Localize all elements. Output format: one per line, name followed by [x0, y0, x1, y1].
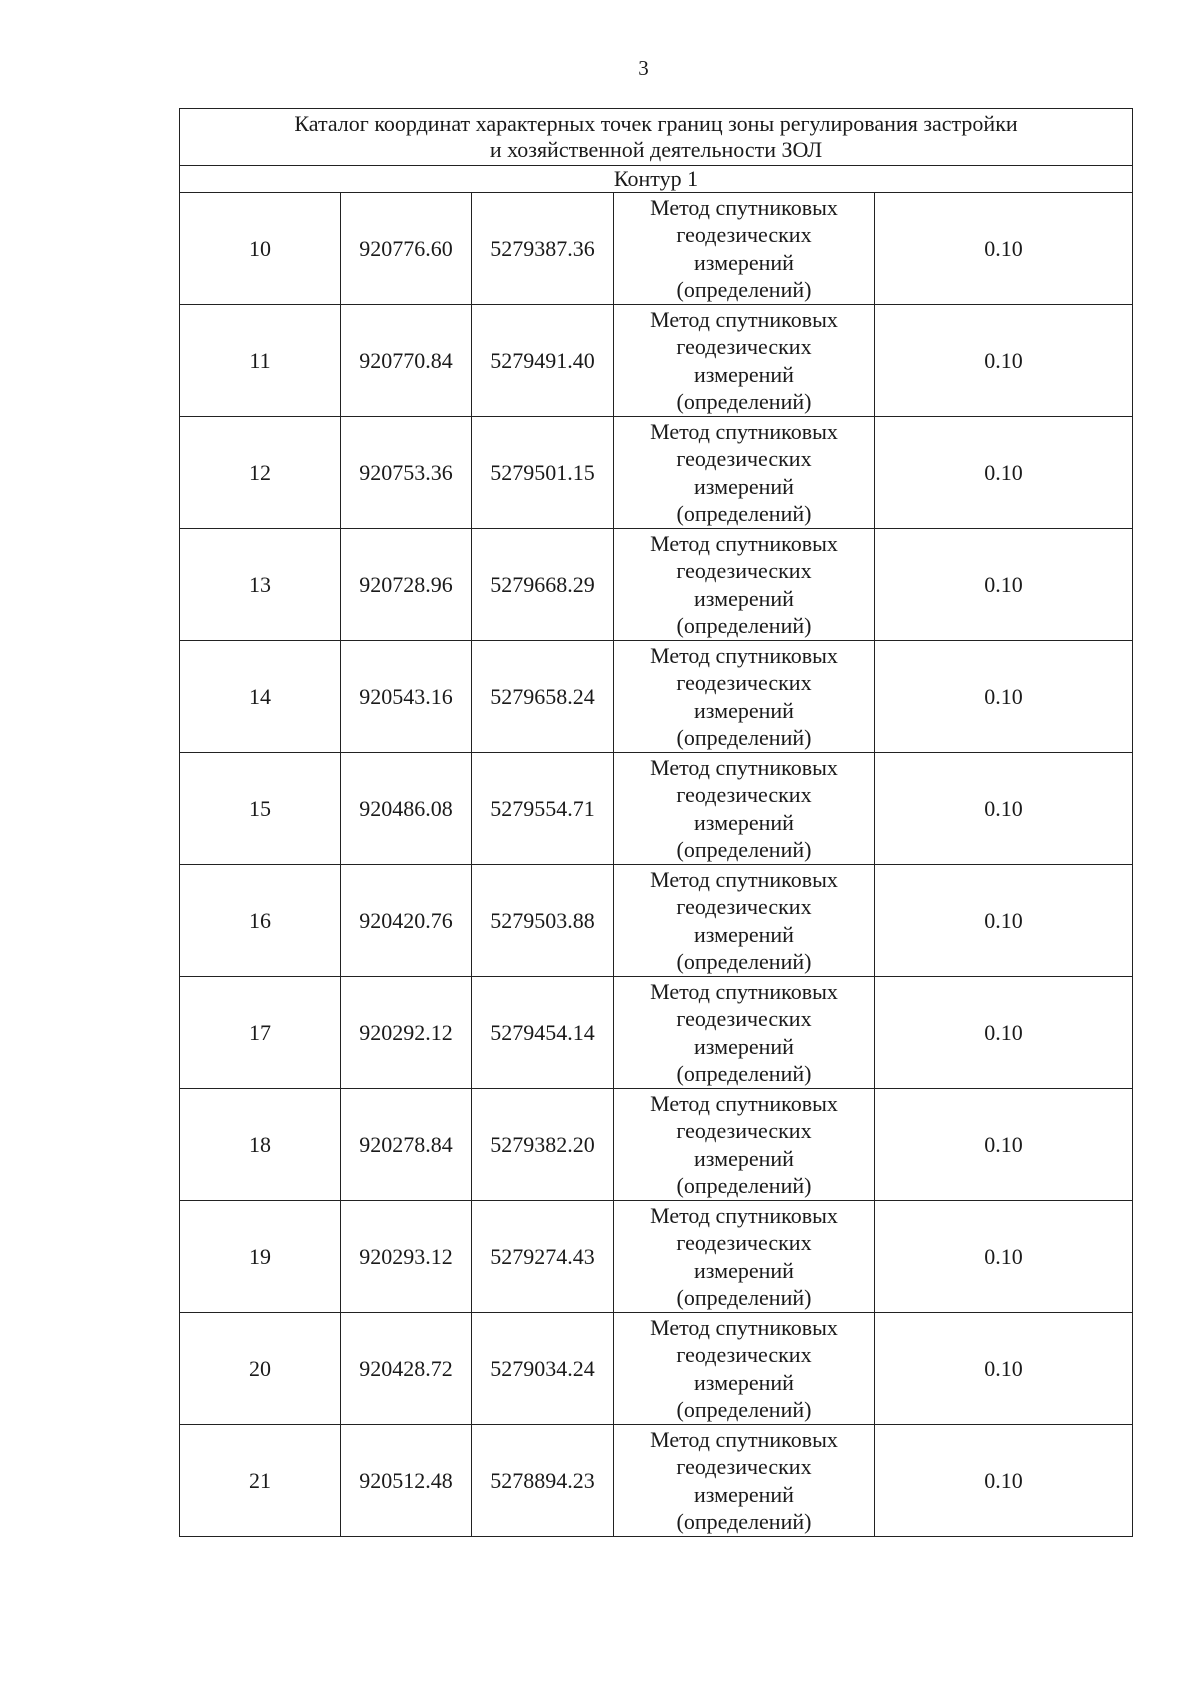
accuracy-value: 0.10 [875, 865, 1133, 977]
table-row [180, 1425, 1133, 1537]
table-row [180, 977, 1133, 1089]
method-line: измерений [694, 1145, 794, 1171]
method-line: Метод спутниковых [650, 1202, 838, 1228]
point-number: 21 [180, 1425, 341, 1537]
coordinate-y: 5279658.24 [472, 641, 614, 753]
point-number: 13 [180, 529, 341, 641]
method-line: (определений) [676, 389, 812, 414]
method-cell [614, 641, 875, 753]
method-line: измерений [694, 1257, 794, 1283]
table-row [180, 753, 1133, 865]
method-cell [614, 1313, 875, 1425]
method-line: измерений [694, 473, 794, 499]
method-line: измерений [694, 249, 794, 275]
method-line: геодезических [676, 1454, 812, 1479]
accuracy-value: 0.10 [875, 1313, 1133, 1425]
coordinate-x: 920486.08 [341, 753, 472, 865]
method-line: Метод спутниковых [650, 642, 838, 668]
accuracy-value: 0.10 [875, 1425, 1133, 1537]
point-number: 18 [180, 1089, 341, 1201]
method-line: геодезических [676, 670, 812, 695]
method-line: Метод спутниковых [650, 754, 838, 780]
method-cell [614, 417, 875, 529]
method-cell [614, 753, 875, 865]
coordinate-x: 920753.36 [341, 417, 472, 529]
method-cell [614, 1425, 875, 1537]
method-cell [614, 977, 875, 1089]
method-line: Метод спутниковых [650, 418, 838, 444]
point-number: 15 [180, 753, 341, 865]
coordinate-y: 5279274.43 [472, 1201, 614, 1313]
coordinate-x: 920292.12 [341, 977, 472, 1089]
table-row [180, 1089, 1133, 1201]
method-line: геодезических [676, 222, 812, 247]
method-line: Метод спутниковых [650, 306, 838, 332]
method-line: измерений [694, 585, 794, 611]
accuracy-value: 0.10 [875, 305, 1133, 417]
point-number: 17 [180, 977, 341, 1089]
coordinate-y: 5279554.71 [472, 753, 614, 865]
coordinate-x: 920278.84 [341, 1089, 472, 1201]
method-cell [614, 305, 875, 417]
table-row [180, 1201, 1133, 1313]
table-row [180, 417, 1133, 529]
table-title [180, 109, 1133, 166]
method-cell [614, 1089, 875, 1201]
coordinate-y: 5279382.20 [472, 1089, 614, 1201]
method-line: Метод спутниковых [650, 1090, 838, 1116]
method-line: геодезических [676, 334, 812, 359]
method-line: измерений [694, 921, 794, 947]
coordinate-x: 920770.84 [341, 305, 472, 417]
accuracy-value: 0.10 [875, 1201, 1133, 1313]
coordinate-y: 5278894.23 [472, 1425, 614, 1537]
coordinate-y: 5279501.15 [472, 417, 614, 529]
method-line: (определений) [676, 1509, 812, 1534]
table-row [180, 305, 1133, 417]
coordinate-y: 5279491.40 [472, 305, 614, 417]
accuracy-value: 0.10 [875, 193, 1133, 305]
contour-row [180, 166, 1133, 193]
method-line: геодезических [676, 1118, 812, 1143]
accuracy-value: 0.10 [875, 1089, 1133, 1201]
method-cell [614, 1201, 875, 1313]
table-title-line1: Каталог координат характерных точек границ зоны регулирования застройки [294, 111, 1018, 136]
method-line: геодезических [676, 782, 812, 807]
coordinate-x: 920728.96 [341, 529, 472, 641]
point-number: 11 [180, 305, 341, 417]
coordinate-x: 920543.16 [341, 641, 472, 753]
method-line: измерений [694, 697, 794, 723]
method-line: Метод спутниковых [650, 530, 838, 556]
accuracy-value: 0.10 [875, 529, 1133, 641]
accuracy-value: 0.10 [875, 977, 1133, 1089]
point-number: 20 [180, 1313, 341, 1425]
point-number: 14 [180, 641, 341, 753]
accuracy-value: 0.10 [875, 641, 1133, 753]
table-title-row [180, 109, 1133, 166]
method-line: Метод спутниковых [650, 978, 838, 1004]
coordinate-y: 5279668.29 [472, 529, 614, 641]
method-line: (определений) [676, 1397, 812, 1422]
method-cell [614, 193, 875, 305]
method-line: Метод спутниковых [650, 866, 838, 892]
table-row [180, 865, 1133, 977]
coordinate-x: 920420.76 [341, 865, 472, 977]
coordinate-x: 920428.72 [341, 1313, 472, 1425]
point-number: 12 [180, 417, 341, 529]
point-number: 19 [180, 1201, 341, 1313]
catalog-body [180, 109, 1133, 1537]
coordinate-x: 920512.48 [341, 1425, 472, 1537]
table-row [180, 1313, 1133, 1425]
method-line: (определений) [676, 725, 812, 750]
method-line: измерений [694, 809, 794, 835]
page-number: 3 [638, 56, 649, 80]
method-line: (определений) [676, 501, 812, 526]
method-line: геодезических [676, 1006, 812, 1031]
point-number: 16 [180, 865, 341, 977]
method-line: геодезических [676, 558, 812, 583]
method-line: измерений [694, 1481, 794, 1507]
coordinates-catalog-table [179, 108, 1133, 1537]
coordinate-x: 920293.12 [341, 1201, 472, 1313]
method-line: геодезических [676, 1342, 812, 1367]
method-line: измерений [694, 361, 794, 387]
coordinate-x: 920776.60 [341, 193, 472, 305]
table-title-line2: и хозяйственной деятельности ЗОЛ [489, 137, 823, 162]
method-line: геодезических [676, 1230, 812, 1255]
coordinate-y: 5279387.36 [472, 193, 614, 305]
accuracy-value: 0.10 [875, 753, 1133, 865]
accuracy-value: 0.10 [875, 417, 1133, 529]
coordinate-y: 5279454.14 [472, 977, 614, 1089]
method-line: Метод спутниковых [650, 1426, 838, 1452]
coordinate-y: 5279034.24 [472, 1313, 614, 1425]
method-line: (определений) [676, 949, 812, 974]
method-line: геодезических [676, 894, 812, 919]
method-cell [614, 865, 875, 977]
method-line: измерений [694, 1033, 794, 1059]
method-cell [614, 529, 875, 641]
method-line: (определений) [676, 837, 812, 862]
table-row [180, 193, 1133, 305]
table-row [180, 529, 1133, 641]
method-line: (определений) [676, 277, 812, 302]
coordinate-y: 5279503.88 [472, 865, 614, 977]
method-line: (определений) [676, 1285, 812, 1310]
method-line: (определений) [676, 1173, 812, 1198]
method-line: Метод спутниковых [650, 194, 838, 220]
method-line: (определений) [676, 1061, 812, 1086]
method-line: геодезических [676, 446, 812, 471]
point-number: 10 [180, 193, 341, 305]
method-line: Метод спутниковых [650, 1314, 838, 1340]
contour-label: Контур 1 [180, 166, 1133, 193]
table-row [180, 641, 1133, 753]
method-line: (определений) [676, 613, 812, 638]
method-line: измерений [694, 1369, 794, 1395]
